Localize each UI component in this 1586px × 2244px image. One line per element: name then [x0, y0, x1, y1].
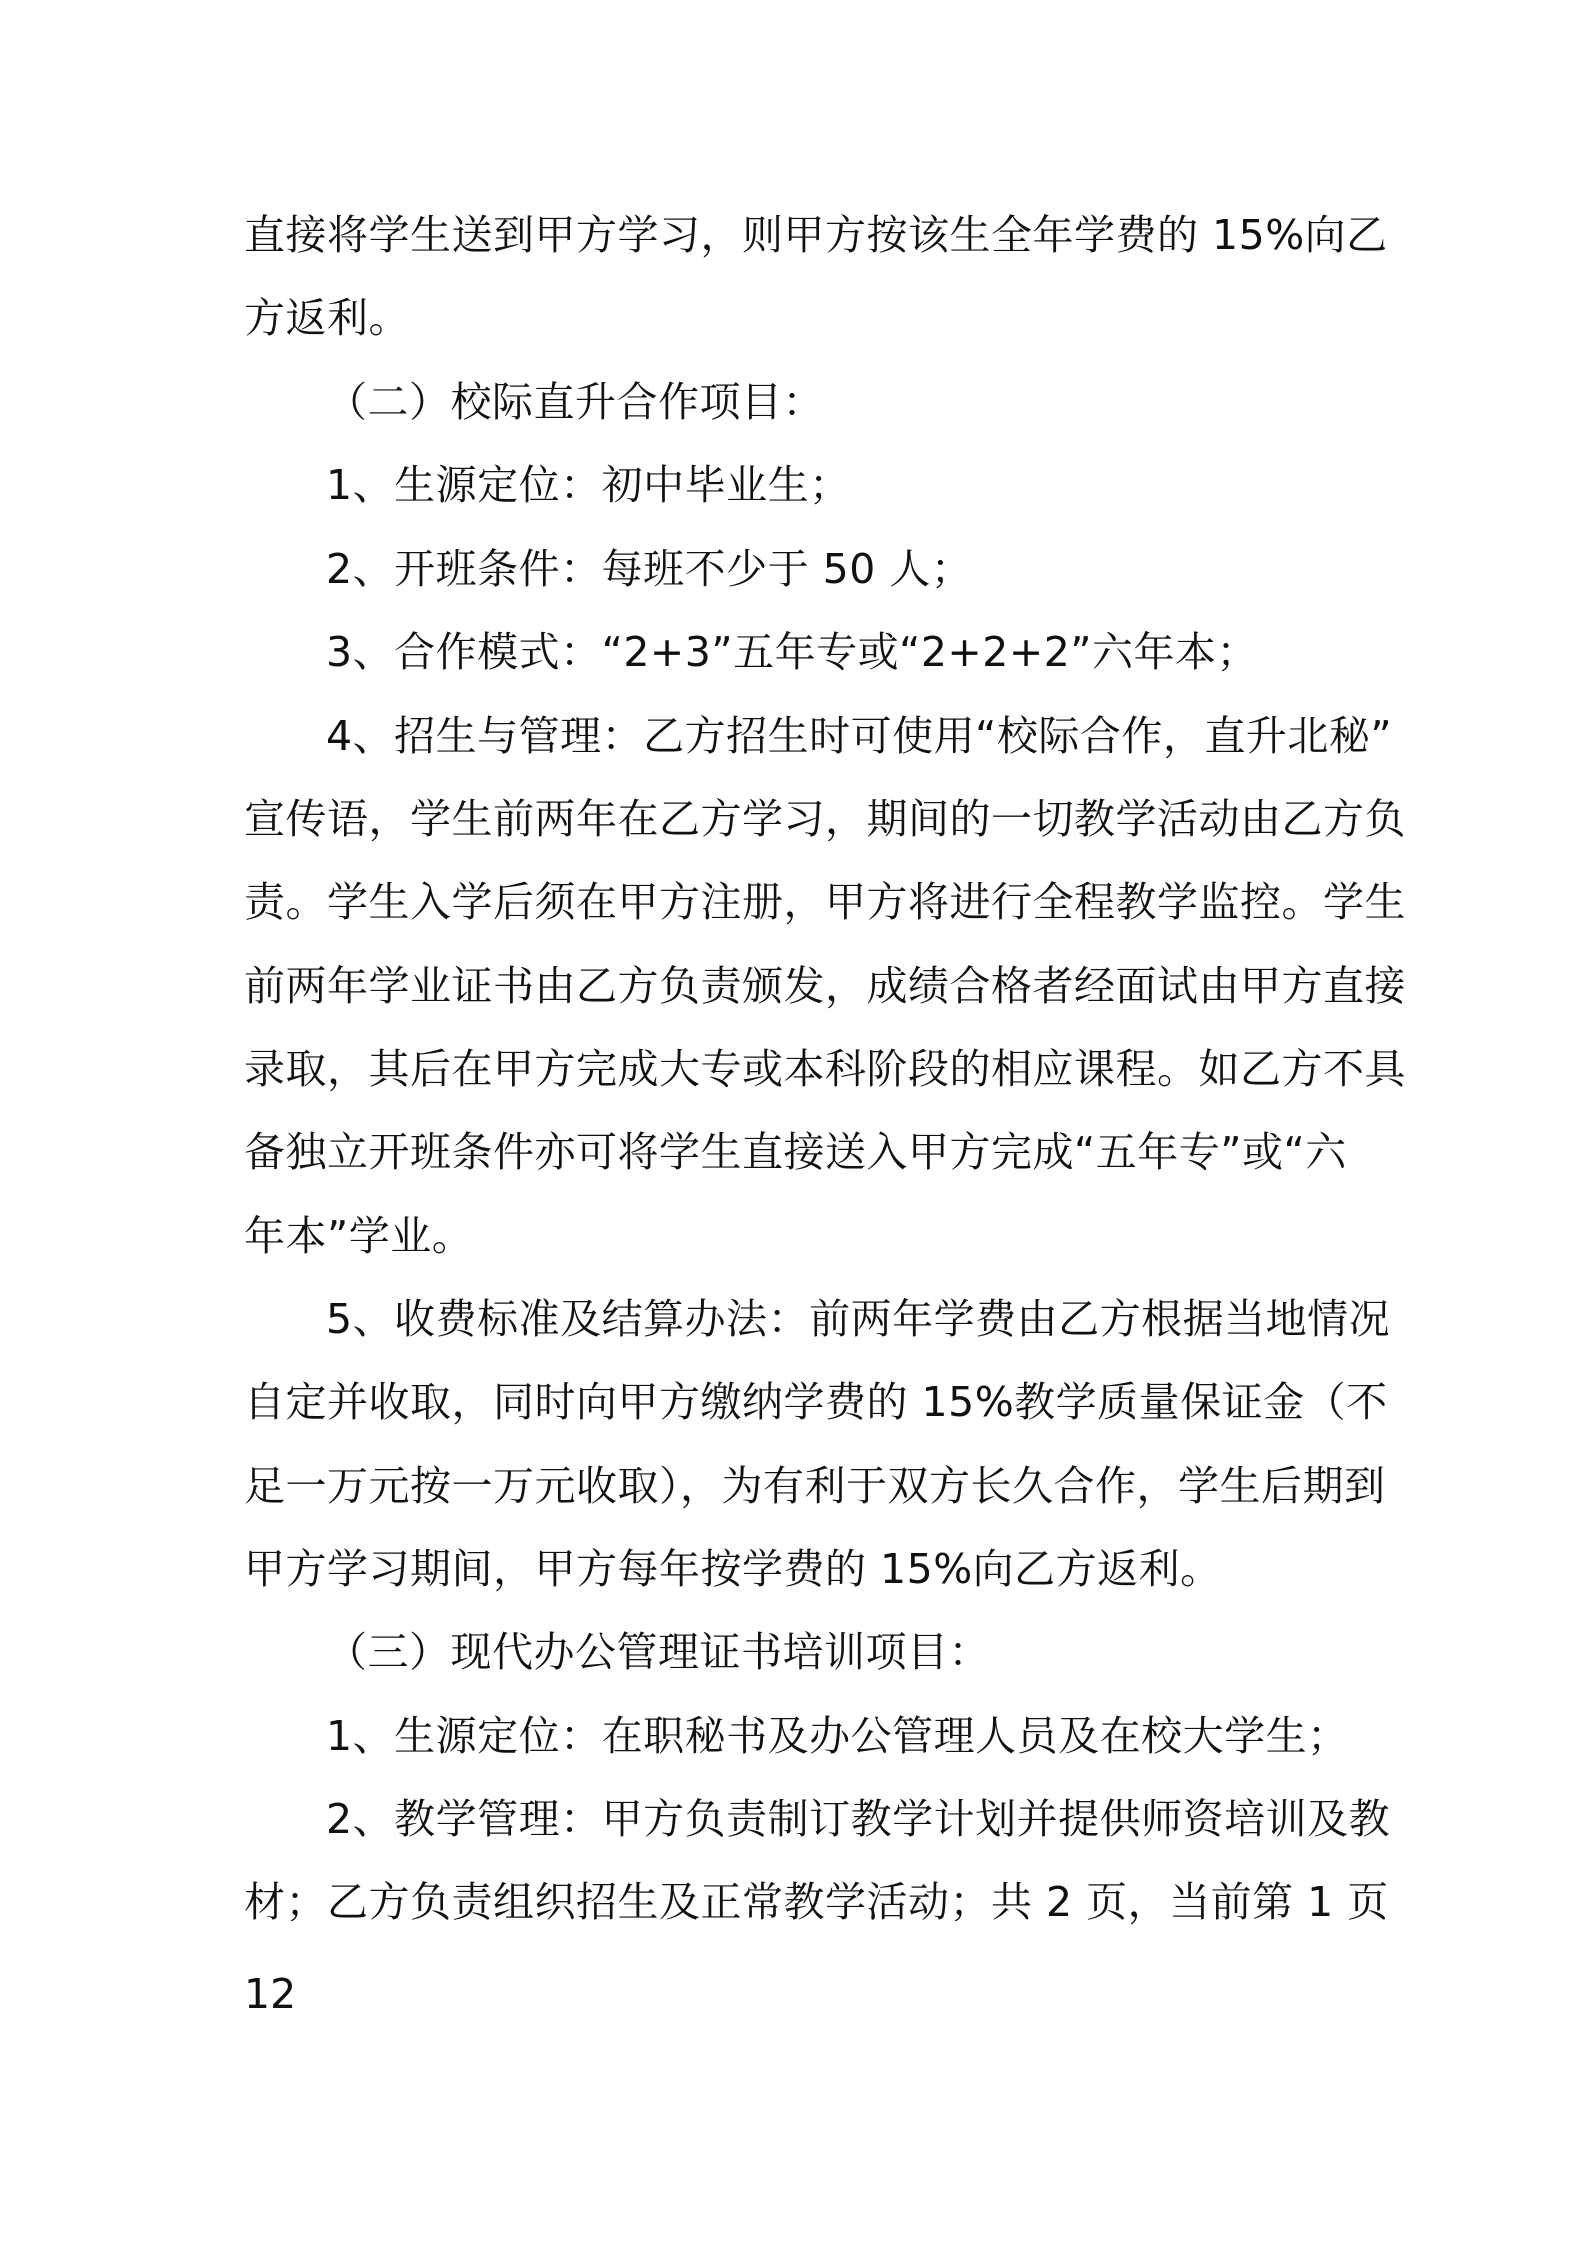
section-heading: （三）现代办公管理证书培训项目： [326, 1628, 990, 1676]
text-line: 2、开班条件：每班不少于 50 人； [326, 545, 973, 593]
text-line: 备独立开班条件亦可将学生直接送入甲方完成“五年专”或“六 [244, 1128, 1347, 1176]
text-line: 自定并收取，同时向甲方缴纳学费的 15%教学质量保证金（不 [244, 1378, 1388, 1426]
text-line: 录取，其后在甲方完成大专或本科阶段的相应课程。如乙方不具 [244, 1045, 1406, 1093]
text-line: 5、收费标准及结算办法：前两年学费由乙方根据当地情况 [326, 1295, 1391, 1343]
text-line: 责。学生入学后须在甲方注册，甲方将进行全程教学监控。学生 [244, 878, 1406, 926]
text-line: 1、生源定位：初中毕业生； [326, 461, 851, 509]
text-line: 3、合作模式：“2+3”五年专或“2+2+2”六年本； [326, 628, 1259, 676]
text-line: 宣传语，学生前两年在乙方学习，期间的一切教学活动由乙方负 [244, 795, 1406, 843]
text-line: 直接将学生送到甲方学习，则甲方按该生全年学费的 15%向乙 [244, 211, 1388, 259]
text-line: 年本”学业。 [244, 1212, 474, 1260]
section-heading: （二）校际直升合作项目： [326, 378, 824, 426]
page-number: 12 [244, 1970, 297, 2018]
text-line: 足一万元按一万元收取），为有利于双方长久合作，学生后期到 [244, 1462, 1386, 1510]
text-line: 前两年学业证书由乙方负责颁发，成绩合格者经面试由甲方直接 [244, 962, 1406, 1010]
text-line: 2、教学管理：甲方负责制订教学计划并提供师资培训及教 [326, 1795, 1391, 1843]
text-line: 1、生源定位：在职秘书及办公管理人员及在校大学生； [326, 1712, 1349, 1760]
text-line: 甲方学习期间，甲方每年按学费的 15%向乙方返利。 [244, 1545, 1222, 1593]
text-line: 方返利。 [244, 294, 410, 342]
text-line: 4、招生与管理：乙方招生时可使用“校际合作，直升北秘” [326, 712, 1393, 760]
text-line: 材；乙方负责组织招生及正常教学活动；共 2 页，当前第 1 页 [244, 1878, 1389, 1926]
